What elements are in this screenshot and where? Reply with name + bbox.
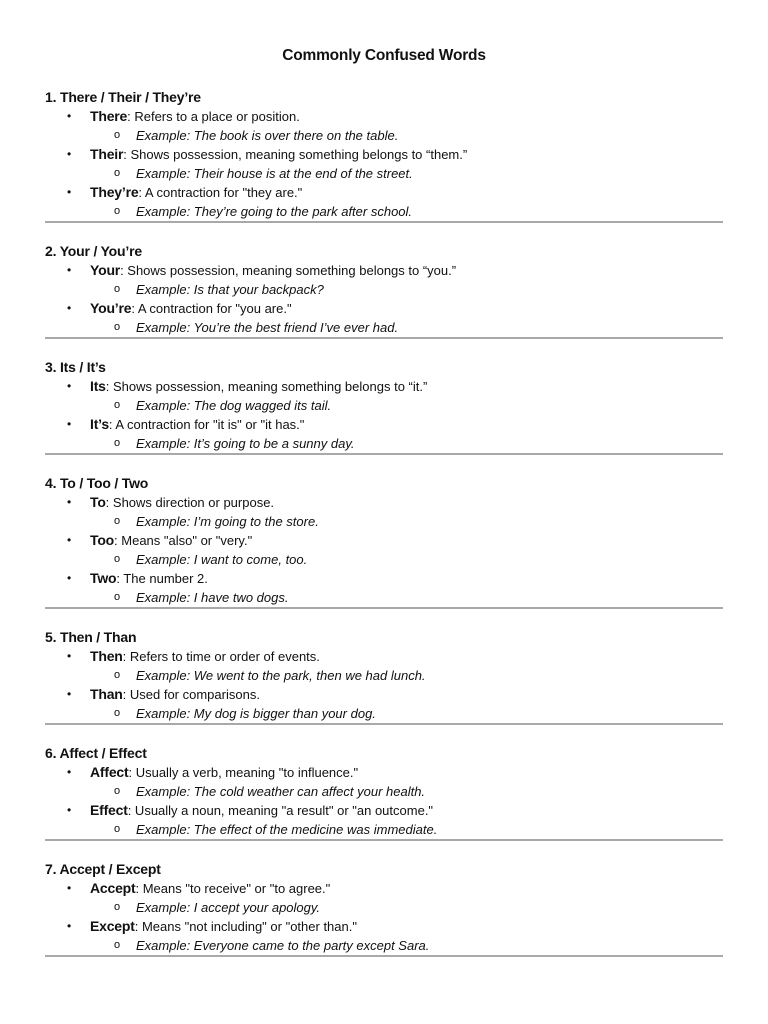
- section-divider: [45, 337, 723, 339]
- word-entry: [45, 183, 723, 221]
- definition: : Refers to a place or position.: [127, 109, 300, 124]
- sub-bullet-icon: o: [114, 669, 121, 681]
- term: Except: [90, 918, 135, 934]
- definition: : The number 2.: [116, 571, 208, 586]
- word-section: [45, 743, 723, 841]
- word-section: [45, 241, 723, 339]
- word-entry: [45, 145, 723, 183]
- bullet-icon: •: [67, 803, 72, 817]
- bullet-icon: •: [67, 533, 72, 547]
- sub-bullet-icon: o: [114, 167, 121, 179]
- bullet-icon: •: [67, 185, 72, 199]
- example-text: Example: I have two dogs.: [136, 590, 289, 605]
- example-line: [45, 588, 723, 607]
- term-definition-line: [45, 763, 723, 782]
- definition: : A contraction for "you are.": [131, 301, 292, 316]
- word-section: [45, 627, 723, 725]
- example-text: Example: It’s going to be a sunny day.: [136, 436, 355, 451]
- sub-bullet-icon: o: [114, 901, 121, 913]
- word-section: [45, 357, 723, 455]
- section-heading: 7. Accept / Except: [45, 861, 161, 877]
- term: There: [90, 108, 128, 124]
- term-definition-line: [45, 299, 723, 318]
- definition: : Means "to receive" or "to agree.": [135, 881, 331, 896]
- word-section: [45, 859, 723, 957]
- term-definition-line: [45, 917, 723, 936]
- example-text: Example: They’re going to the park after school.: [136, 204, 413, 219]
- bullet-icon: •: [67, 147, 72, 161]
- term-definition-line: [45, 685, 723, 704]
- section-divider: [45, 839, 723, 841]
- section-divider: [45, 221, 723, 223]
- term-definition-line: [45, 801, 723, 820]
- term: Than: [90, 686, 123, 702]
- word-entry: [45, 917, 723, 955]
- section-heading: 5. Then / Than: [45, 629, 137, 645]
- word-entry: [45, 415, 723, 453]
- term-definition-line: [45, 493, 723, 512]
- term: Then: [90, 648, 123, 664]
- term-definition-line: [45, 415, 723, 434]
- sub-bullet-icon: o: [114, 129, 121, 141]
- sub-bullet-icon: o: [114, 553, 121, 565]
- example-text: Example: The dog wagged its tail.: [136, 398, 332, 413]
- sub-bullet-icon: o: [114, 707, 121, 719]
- example-line: [45, 898, 723, 917]
- sub-bullet-icon: o: [114, 283, 121, 295]
- example-text: Example: Everyone came to the party except Sara.: [136, 938, 430, 953]
- example-line: [45, 396, 723, 415]
- term: It’s: [90, 416, 109, 432]
- definition: : Shows possession, meaning something belongs to “them.”: [123, 147, 468, 162]
- example-line: [45, 936, 723, 955]
- section-divider: [45, 453, 723, 455]
- section-heading: 2. Your / You’re: [45, 243, 142, 259]
- term: They’re: [90, 184, 139, 200]
- bullet-icon: •: [67, 301, 72, 315]
- example-line: [45, 782, 723, 801]
- section-divider: [45, 607, 723, 609]
- section-heading: 1. There / Their / They’re: [45, 89, 201, 105]
- definition: : Means "not including" or "other than.": [134, 919, 357, 934]
- example-line: [45, 434, 723, 453]
- word-entry: [45, 531, 723, 569]
- term: Accept: [90, 880, 136, 896]
- example-text: Example: I accept your apology.: [136, 900, 321, 915]
- example-line: [45, 126, 723, 145]
- example-line: [45, 280, 723, 299]
- example-text: Example: You’re the best friend I’ve ever had.: [136, 320, 399, 335]
- term-definition-line: [45, 377, 723, 396]
- word-entry: [45, 569, 723, 607]
- bullet-icon: •: [67, 263, 72, 277]
- word-section: [45, 473, 723, 609]
- definition: : Refers to time or order of events.: [122, 649, 320, 664]
- word-section: [45, 87, 723, 223]
- example-line: [45, 550, 723, 569]
- bullet-icon: •: [67, 379, 72, 393]
- example-line: [45, 666, 723, 685]
- example-line: [45, 164, 723, 183]
- term-definition-line: [45, 145, 723, 164]
- section-heading: 6. Affect / Effect: [45, 745, 147, 761]
- term: Effect: [90, 802, 128, 818]
- example-text: Example: The book is over there on the table.: [136, 128, 399, 143]
- term-definition-line: [45, 879, 723, 898]
- sub-bullet-icon: o: [114, 939, 121, 951]
- bullet-icon: •: [67, 417, 72, 431]
- term: You’re: [90, 300, 132, 316]
- sub-bullet-icon: o: [114, 437, 121, 449]
- word-entry: [45, 493, 723, 531]
- sub-bullet-icon: o: [114, 205, 121, 217]
- term-definition-line: [45, 569, 723, 588]
- term: To: [90, 494, 106, 510]
- example-text: Example: The cold weather can affect your health.: [136, 784, 426, 799]
- section-heading: 4. To / Too / Two: [45, 475, 149, 491]
- term: Your: [90, 262, 121, 278]
- term: Their: [90, 146, 124, 162]
- term-definition-line: [45, 531, 723, 550]
- definition: : Usually a verb, meaning "to influence.": [128, 765, 359, 780]
- example-text: Example: We went to the park, then we had lunch.: [136, 668, 426, 683]
- bullet-icon: •: [67, 919, 72, 933]
- example-text: Example: I want to come, too.: [136, 552, 308, 567]
- bullet-icon: •: [67, 571, 72, 585]
- bullet-icon: •: [67, 881, 72, 895]
- definition: : A contraction for "they are.": [138, 185, 303, 200]
- word-entry: [45, 801, 723, 839]
- definition: : Means "also" or "very.": [114, 533, 253, 548]
- bullet-icon: •: [67, 765, 72, 779]
- example-text: Example: I’m going to the store.: [136, 514, 319, 529]
- word-entry: [45, 879, 723, 917]
- term: Too: [90, 532, 115, 548]
- section-divider: [45, 955, 723, 957]
- example-line: [45, 202, 723, 221]
- section-heading: 3. Its / It’s: [45, 359, 106, 375]
- definition: : Shows possession, meaning something belongs to “you.”: [120, 263, 457, 278]
- bullet-icon: •: [67, 109, 72, 123]
- example-line: [45, 318, 723, 337]
- sub-bullet-icon: o: [114, 591, 121, 603]
- definition: : Shows direction or purpose.: [105, 495, 275, 510]
- sections-container: [45, 87, 723, 975]
- term: Two: [90, 570, 117, 586]
- bullet-icon: •: [67, 495, 72, 509]
- term-definition-line: [45, 261, 723, 280]
- example-text: Example: The effect of the medicine was immediate.: [136, 822, 438, 837]
- page-title: Commonly Confused Words: [282, 47, 486, 64]
- word-entry: [45, 647, 723, 685]
- definition: : Usually a noun, meaning "a result" or "an outcome.": [127, 803, 434, 818]
- term: Affect: [90, 764, 129, 780]
- example-line: [45, 512, 723, 531]
- word-entry: [45, 685, 723, 723]
- example-line: [45, 820, 723, 839]
- term-definition-line: [45, 647, 723, 666]
- sub-bullet-icon: o: [114, 823, 121, 835]
- sub-bullet-icon: o: [114, 399, 121, 411]
- word-entry: [45, 107, 723, 145]
- word-entry: [45, 377, 723, 415]
- definition: : Shows possession, meaning something belongs to “it.”: [105, 379, 428, 394]
- sub-bullet-icon: o: [114, 515, 121, 527]
- sub-bullet-icon: o: [114, 785, 121, 797]
- example-line: [45, 704, 723, 723]
- bullet-icon: •: [67, 649, 72, 663]
- example-text: Example: Their house is at the end of the street.: [136, 166, 413, 181]
- term-definition-line: [45, 183, 723, 202]
- word-entry: [45, 261, 723, 299]
- term-definition-line: [45, 107, 723, 126]
- example-text: Example: Is that your backpack?: [136, 282, 324, 297]
- definition: : A contraction for "it is" or "it has.": [108, 417, 305, 432]
- word-entry: [45, 299, 723, 337]
- section-divider: [45, 723, 723, 725]
- example-text: Example: My dog is bigger than your dog.: [136, 706, 376, 721]
- sub-bullet-icon: o: [114, 321, 121, 333]
- bullet-icon: •: [67, 687, 72, 701]
- definition: : Used for comparisons.: [122, 687, 260, 702]
- term: Its: [90, 378, 106, 394]
- word-entry: [45, 763, 723, 801]
